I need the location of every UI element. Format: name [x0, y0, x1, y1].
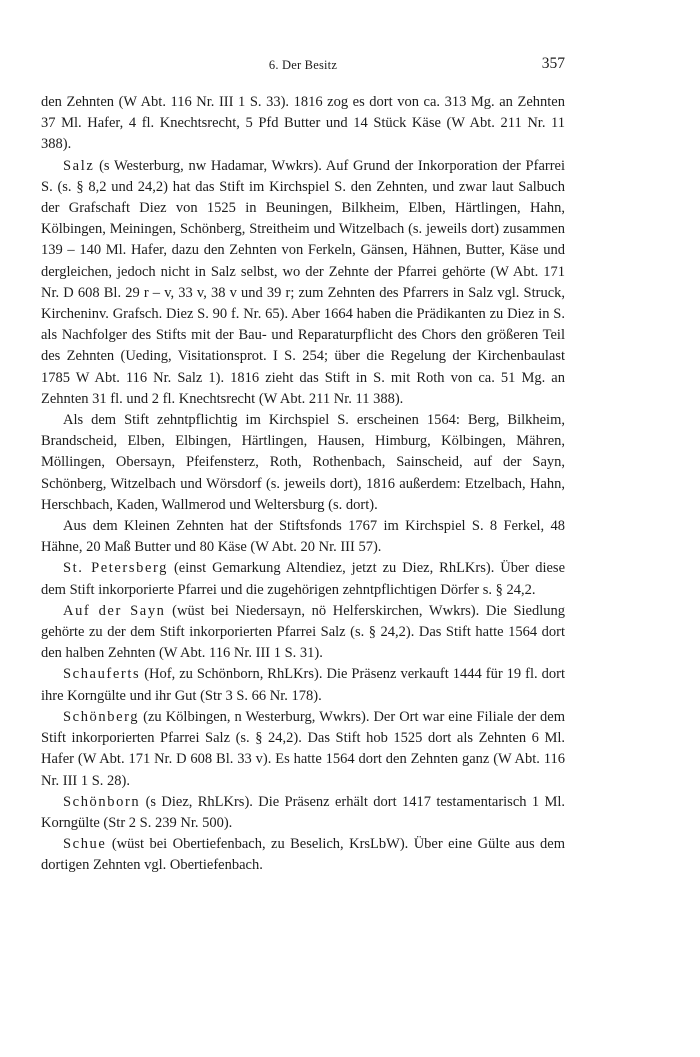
- place-name: Salz: [63, 157, 95, 174]
- running-head: 6. Der Besitz: [268, 58, 338, 72]
- paragraph-text: Aus dem Kleinen Zehnten hat der Stiftsfonds 1767 im Kirchspiel S. 8 Ferkel, 48 Hähne, 20 Maß Butter und 80 Käse (W Abt. 20 Nr. III 57).: [41, 518, 565, 556]
- paragraph-text: (zu Kölbingen, n Westerburg, Wwkrs). Der Ort war eine Filiale der dem Stift inkorporierten Pfarrei Salz (s. § 24,2). Das Stift hob 1525 dort als Zehnten 6 Ml. Hafer (W Abt. 171 Nr. D 608 Bl. 33 v). Es hatte 1564 dort den Zehnten ganz (W Abt. 116 Nr. III 1 S. 28).: [41, 708, 565, 789]
- page-header: [41, 55, 565, 77]
- paragraph-text: (s Westerburg, nw Hadamar, Wwkrs). Auf Grund der Inkorporation der Pfarrei S. (s. § 8,2 und 24,2) hat das Stift im Kirchspiel S. den Zehnten, und zwar laut Salbuch der Grafschaft Diez von 1525 in Beuningen, Bilkheim, Elben, Härtlingen, Hahn, Kölbingen, Meiningen, Schönberg, Streitheim und Witzelbach (s. jeweils dort) zusammen 139 – 140 Ml. Hafer, dazu den Zehnten von Ferkeln, Gänsen, Hähnen, Butter, Käse und dergleichen, jedoch nicht in Salz selbst, wo der Zehnte der Pfarrei gehörte (W Abt. 171 Nr. D 608 Bl. 29 r – v, 33 v, 38 v und 39 r; zum Zehnten des Pfarrers in Salz vgl. Struck, Kircheninv. Grafsch. Diez S. 90 f. Nr. 65). Aber 1664 haben die Prädikanten zu Diez in S. als Nachfolger des Stifts mit der Bau- und Reparaturpflicht des Chors den größeren Teil des Zehnten (Ueding, Visitationsprot. I S. 254; über die Regelung der Kirchenbaulast 1785 W Abt. 116 Nr. Salz 1). 1816 zieht das Stift in S. mit Roth von ca. 51 Mg. an Zehnten 31 fl. und 2 fl. Knechtsrecht (W Abt. 211 Nr. 11 388).: [41, 157, 565, 407]
- paragraph: [41, 92, 565, 156]
- paragraph-text: Als dem Stift zehntpflichtig im Kirchspiel S. erscheinen 1564: Berg, Bilkheim, Brandscheid, Elben, Elbingen, Härtlingen, Hausen, Himburg, Kölbingen, Mähren, Möllingen, Obersayn, Pfeifensterz, Roth, Rothenbach, Sainscheid, auf der Sayn, Schönberg, Witzelbach und Wörsdorf (s. jeweils dort), 1816 außerdem: Etzelbach, Hahn, Herschbach, Kaden, Wallmerod und Weltersburg (s. dort).: [41, 412, 565, 513]
- paragraph-text: (s Diez, RhLKrs). Die Präsenz erhält dort 1417 testamentarisch 1 Ml. Korngülte (Str 2 S. 239 Nr. 500).: [41, 793, 565, 831]
- page-number: 357: [541, 55, 565, 72]
- place-name: Auf der Sayn: [63, 602, 166, 619]
- paragraph-text: (wüst bei Niedersayn, nö Helferskirchen, Wwkrs). Die Siedlung gehörte zu der dem Stift inkorporierten Pfarrei Salz (s. § 24,2). Das Stift hatte 1564 dort den halben Zehnten (W Abt. 116 Nr. III 1 S. 31).: [41, 602, 565, 662]
- paragraph-text: (einst Gemarkung Altendiez, jetzt zu Diez, RhLKrs). Über diese dem Stift inkorporierte Pfarrei und die zugehörigen zehntpflichtigen Dörfer s. § 24,2.: [41, 560, 565, 598]
- body-text: [41, 92, 565, 877]
- paragraph: [41, 410, 565, 516]
- place-name: Schauferts: [63, 666, 141, 683]
- paragraph: [41, 707, 565, 792]
- place-name: Schönborn: [63, 793, 141, 810]
- paragraph-text: den Zehnten (W Abt. 116 Nr. III 1 S. 33). 1816 zog es dort von ca. 313 Mg. an Zehnten 37 Ml. Hafer, 4 fl. Knechtsrecht, 5 Pfd Butter und 14 Stück Käse (W Abt. 211 Nr. 11 388).: [41, 94, 565, 153]
- paragraph: [41, 601, 565, 665]
- paragraph: [41, 664, 565, 706]
- paragraph-text: (Hof, zu Schönborn, RhLKrs). Die Präsenz verkauft 1444 für 19 fl. dort ihre Korngülte und ihr Gut (Str 3 S. 66 Nr. 178).: [41, 666, 565, 704]
- place-name: St. Petersberg: [63, 560, 169, 577]
- paragraph: [41, 792, 565, 834]
- paragraph-text: (wüst bei Obertiefenbach, zu Beselich, KrsLbW). Über eine Gülte aus dem dortigen Zehnten vgl. Obertiefenbach.: [41, 836, 565, 874]
- paragraph: [41, 156, 565, 410]
- paragraph: [41, 834, 565, 876]
- paragraph: [41, 516, 565, 558]
- paragraph: [41, 558, 565, 600]
- place-name: Schönberg: [63, 708, 140, 725]
- place-name: Schue: [63, 836, 107, 853]
